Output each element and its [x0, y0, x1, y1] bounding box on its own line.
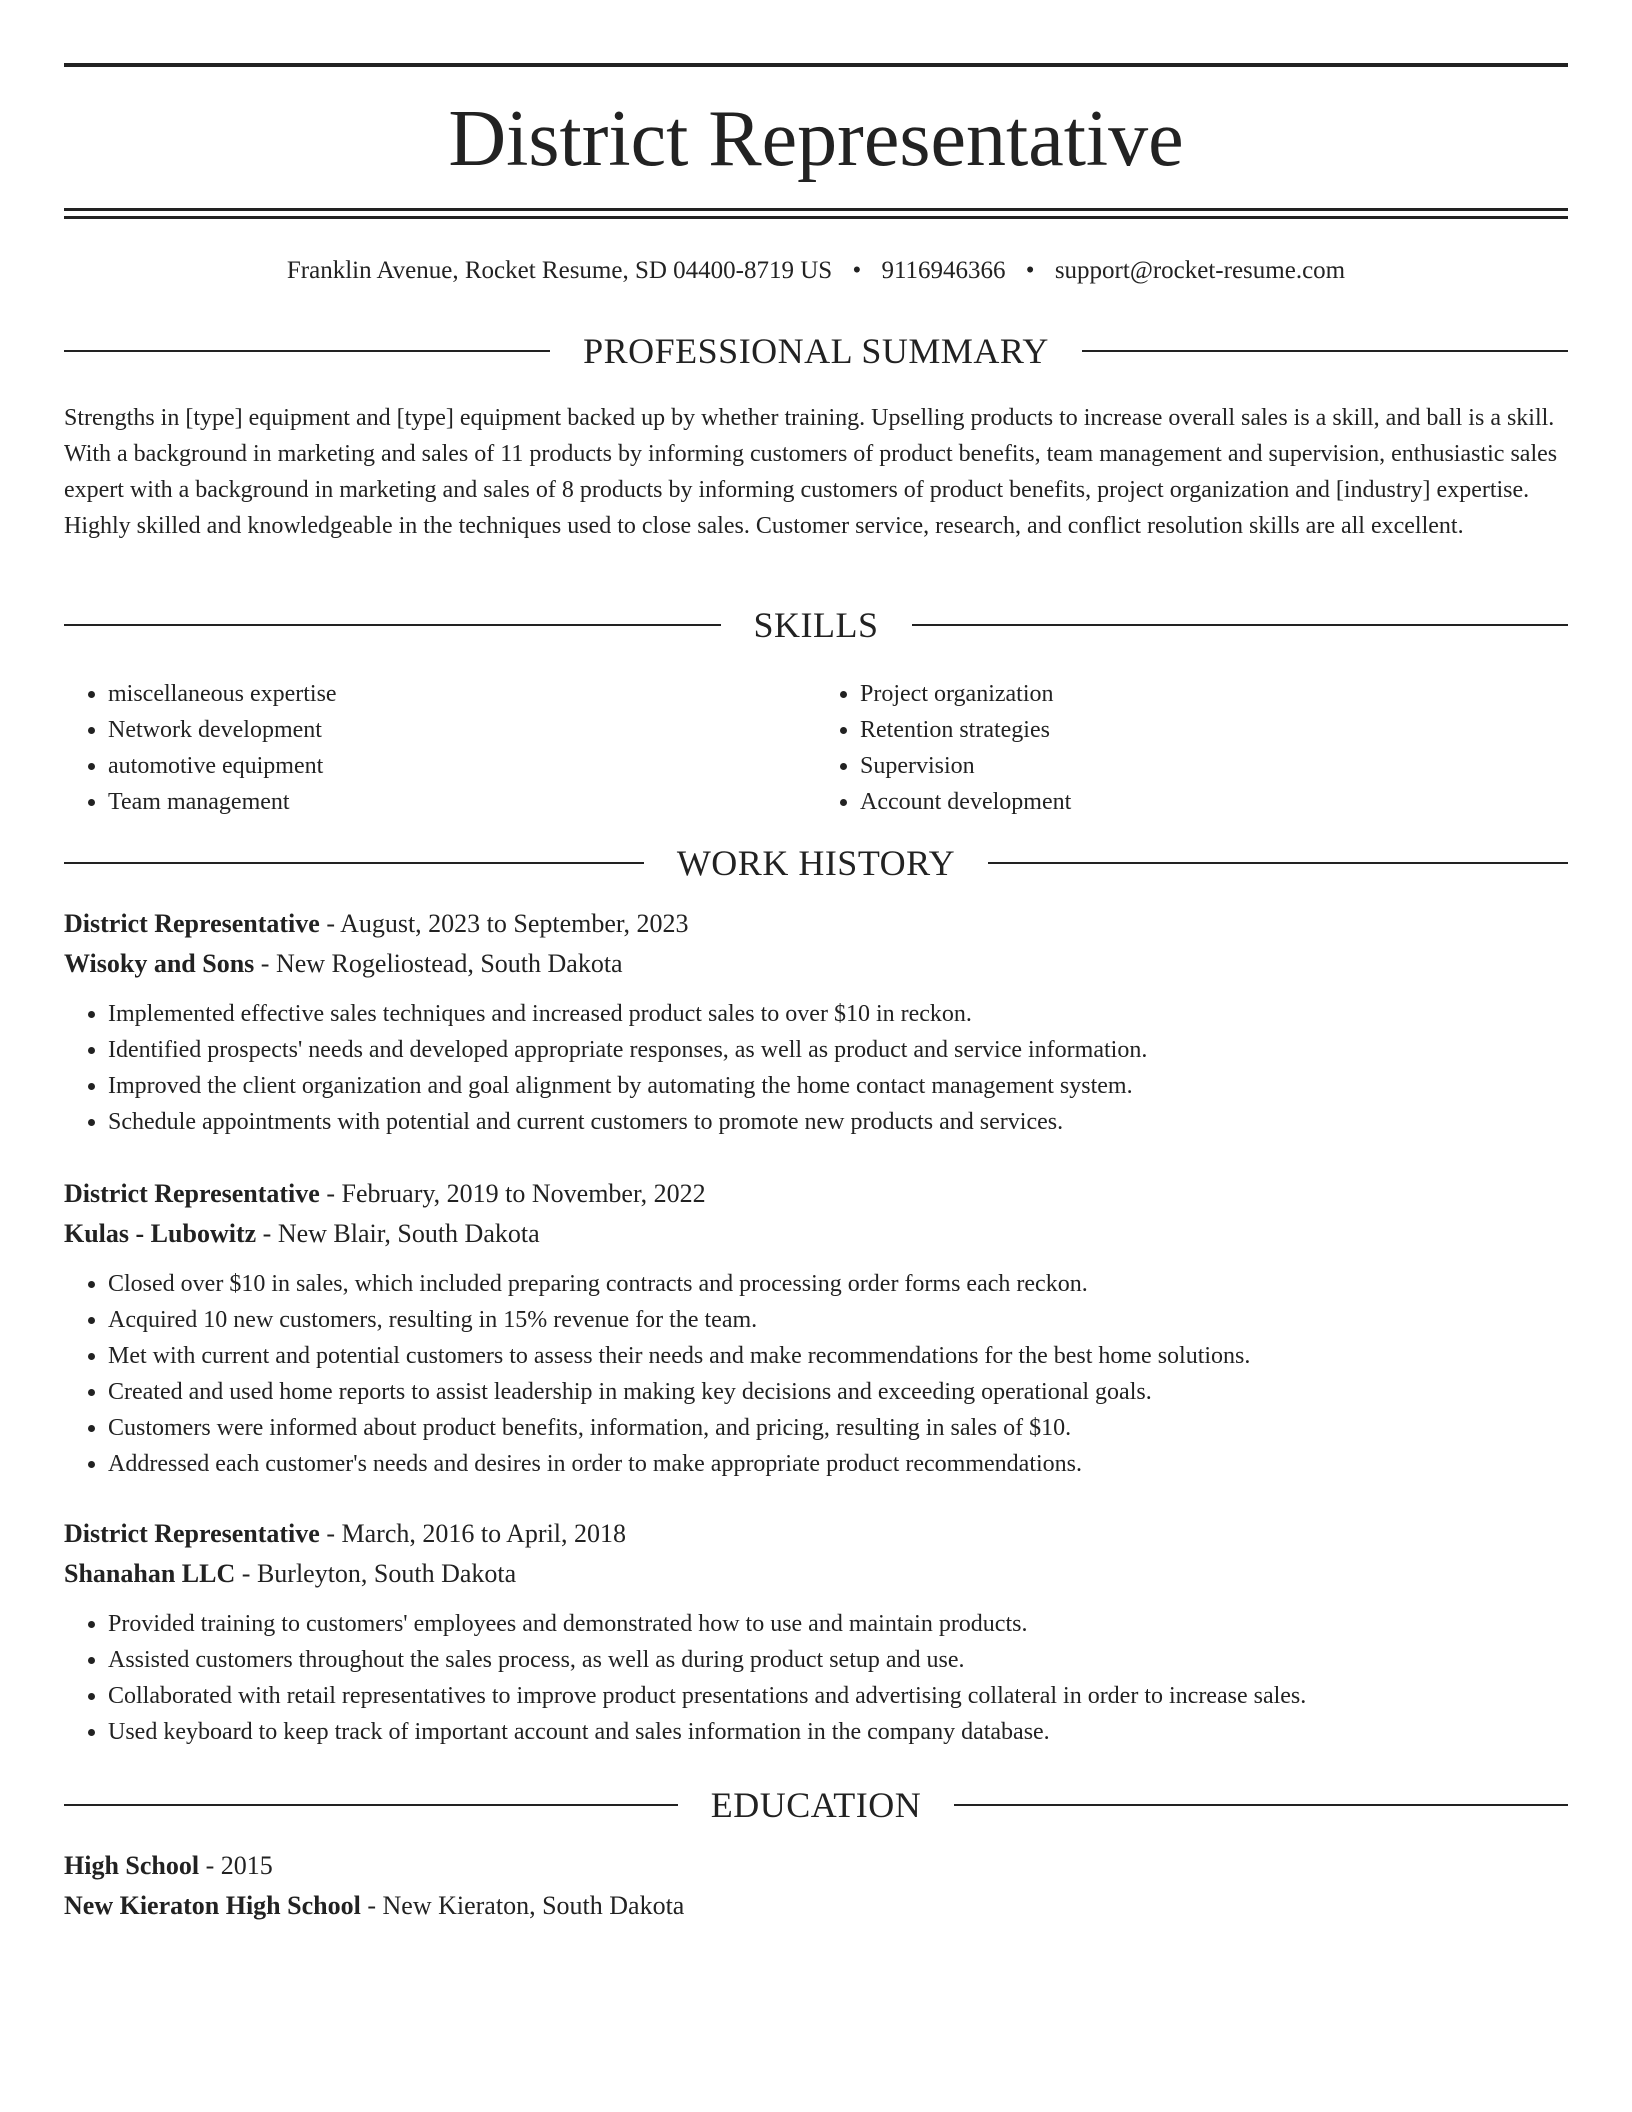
job-company-line: [64, 1554, 1568, 1594]
education-entry: [64, 1846, 1568, 1926]
section-heading-skills: [64, 604, 1568, 646]
job-bullet: • Closed over $10 in sales, which included preparing contracts and processing order forms each reckon.: [108, 1266, 1568, 1302]
section-title: EDUCATION: [710, 1785, 922, 1825]
double-rule: [64, 208, 1568, 219]
job-bullet: • Created and used home reports to assist leadership in making key decisions and exceeding operational goals.: [108, 1374, 1568, 1410]
dash: -: [199, 1851, 221, 1880]
section-title: SKILLS: [753, 605, 879, 645]
job-location: New Rogeliostead, South Dakota: [275, 949, 623, 978]
job-title-line: [64, 1514, 1568, 1554]
education-degree-line: [64, 1846, 1568, 1886]
education-school: New Kieraton High School: [64, 1891, 361, 1920]
skill-item: • Supervision: [860, 748, 1568, 784]
contact-line: [64, 255, 1568, 287]
education-year: 2015: [220, 1851, 273, 1880]
heading-rule: [64, 1804, 678, 1806]
job-bullet: • Implemented effective sales techniques and increased product sales to over $10 in reckon.: [108, 996, 1568, 1032]
job-location: New Blair, South Dakota: [277, 1219, 540, 1248]
section-heading-work: [64, 842, 1568, 884]
job-location: Burleyton, South Dakota: [256, 1559, 517, 1588]
job-title: District Representative: [64, 1519, 320, 1548]
education-school-line: [64, 1886, 1568, 1926]
top-rule: [64, 63, 1568, 67]
job-bullet: • Addressed each customer's needs and desires in order to make appropriate product recommendations.: [108, 1446, 1568, 1482]
job-entry: [64, 904, 1568, 1140]
job-entry: [64, 1514, 1568, 1750]
job-company: Shanahan LLC: [64, 1559, 236, 1588]
job-company-line: [64, 1214, 1568, 1254]
skill-item: • Team management: [108, 784, 816, 820]
job-entry: [64, 1174, 1568, 1482]
job-company: Wisoky and Sons: [64, 949, 255, 978]
contact-separator: •: [1025, 257, 1035, 284]
skills-column-right: [816, 676, 1568, 820]
heading-rule: [912, 624, 1569, 626]
job-dates: March, 2016 to April, 2018: [341, 1519, 627, 1548]
dash: -: [235, 1559, 257, 1588]
job-bullet: • Collaborated with retail representatives to improve product presentations and advertising collateral in order to increase sales.: [108, 1678, 1568, 1714]
job-bullet: • Acquired 10 new customers, resulting in 15% revenue for the team.: [108, 1302, 1568, 1338]
job-bullet: • Customers were informed about product benefits, information, and pricing, resulting in sales of $10.: [108, 1410, 1568, 1446]
job-title: District Representative: [64, 909, 320, 938]
job-bullet: • Met with current and potential customers to assess their needs and make recommendations for the best home solutions.: [108, 1338, 1568, 1374]
heading-rule: [64, 862, 644, 864]
job-dates: February, 2019 to November, 2022: [341, 1179, 706, 1208]
heading-rule: [1082, 350, 1568, 352]
heading-rule: [64, 350, 550, 352]
dash: -: [319, 1519, 342, 1548]
job-title-line: [64, 1174, 1568, 1214]
dash: -: [256, 1219, 278, 1248]
heading-rule: [64, 624, 721, 626]
job-bullets: [64, 1606, 1568, 1750]
job-bullet: • Used keyboard to keep track of important account and sales information in the company database.: [108, 1714, 1568, 1750]
skills-column-left: [64, 676, 816, 820]
job-title-line: [64, 904, 1568, 944]
education-degree: High School: [64, 1851, 200, 1880]
dash: -: [319, 1179, 342, 1208]
skill-item: • miscellaneous expertise: [108, 676, 816, 712]
summary-text: Strengths in [type] equipment and [type] equipment backed up by whether training. Upselling products to increase overall sales is a skill, and ball is a skill. With a background in marketing and sales of 11 products by informing customers of product benefits, team management and supervision, enthusiastic sales expert with a background in marketing and sales of 8 products by informing customers of product benefits, project organization and [industry] expertise. Highly skilled and knowledgeable in the techniques used to close sales. Customer service, research, and conflict resolution skills are all excellent.: [64, 405, 1558, 539]
contact-email: support@rocket-resume.com: [1054, 257, 1346, 284]
section-title: PROFESSIONAL SUMMARY: [583, 331, 1049, 371]
skill-item: • Retention strategies: [860, 712, 1568, 748]
job-company-line: [64, 944, 1568, 984]
section-heading-summary: [64, 330, 1568, 372]
job-bullet: • Provided training to customers' employees and demonstrated how to use and maintain products.: [108, 1606, 1568, 1642]
job-bullets: [64, 1266, 1568, 1482]
contact-address: Franklin Avenue, Rocket Resume, SD 04400-8719 US: [286, 257, 833, 284]
job-bullet: • Assisted customers throughout the sales process, as well as during product setup and use.: [108, 1642, 1568, 1678]
job-dates: August, 2023 to September, 2023: [340, 909, 689, 938]
dash: -: [254, 949, 276, 978]
dash: -: [319, 909, 341, 938]
education-location: New Kieraton, South Dakota: [382, 1891, 685, 1920]
job-company: Kulas - Lubowitz: [64, 1219, 257, 1248]
contact-separator: •: [852, 257, 862, 284]
section-title: WORK HISTORY: [676, 843, 956, 883]
skill-item: • Network development: [108, 712, 816, 748]
contact-phone: 9116946366: [881, 257, 1006, 284]
job-title: District Representative: [64, 1179, 320, 1208]
dash: -: [360, 1891, 383, 1920]
heading-rule: [954, 1804, 1568, 1806]
heading-rule: [988, 862, 1568, 864]
job-bullet: • Schedule appointments with potential and current customers to promote new products and services.: [108, 1104, 1568, 1140]
skill-item: • Project organization: [860, 676, 1568, 712]
skill-item: • Account development: [860, 784, 1568, 820]
candidate-name: District Representative: [448, 95, 1184, 183]
skills-list: [64, 676, 1568, 820]
job-bullet: • Improved the client organization and goal alignment by automating the home contact management system.: [108, 1068, 1568, 1104]
job-bullet: • Identified prospects' needs and developed appropriate responses, as well as product and service information.: [108, 1032, 1568, 1068]
section-heading-education: [64, 1784, 1568, 1826]
skill-item: • automotive equipment: [108, 748, 816, 784]
job-bullets: [64, 996, 1568, 1140]
